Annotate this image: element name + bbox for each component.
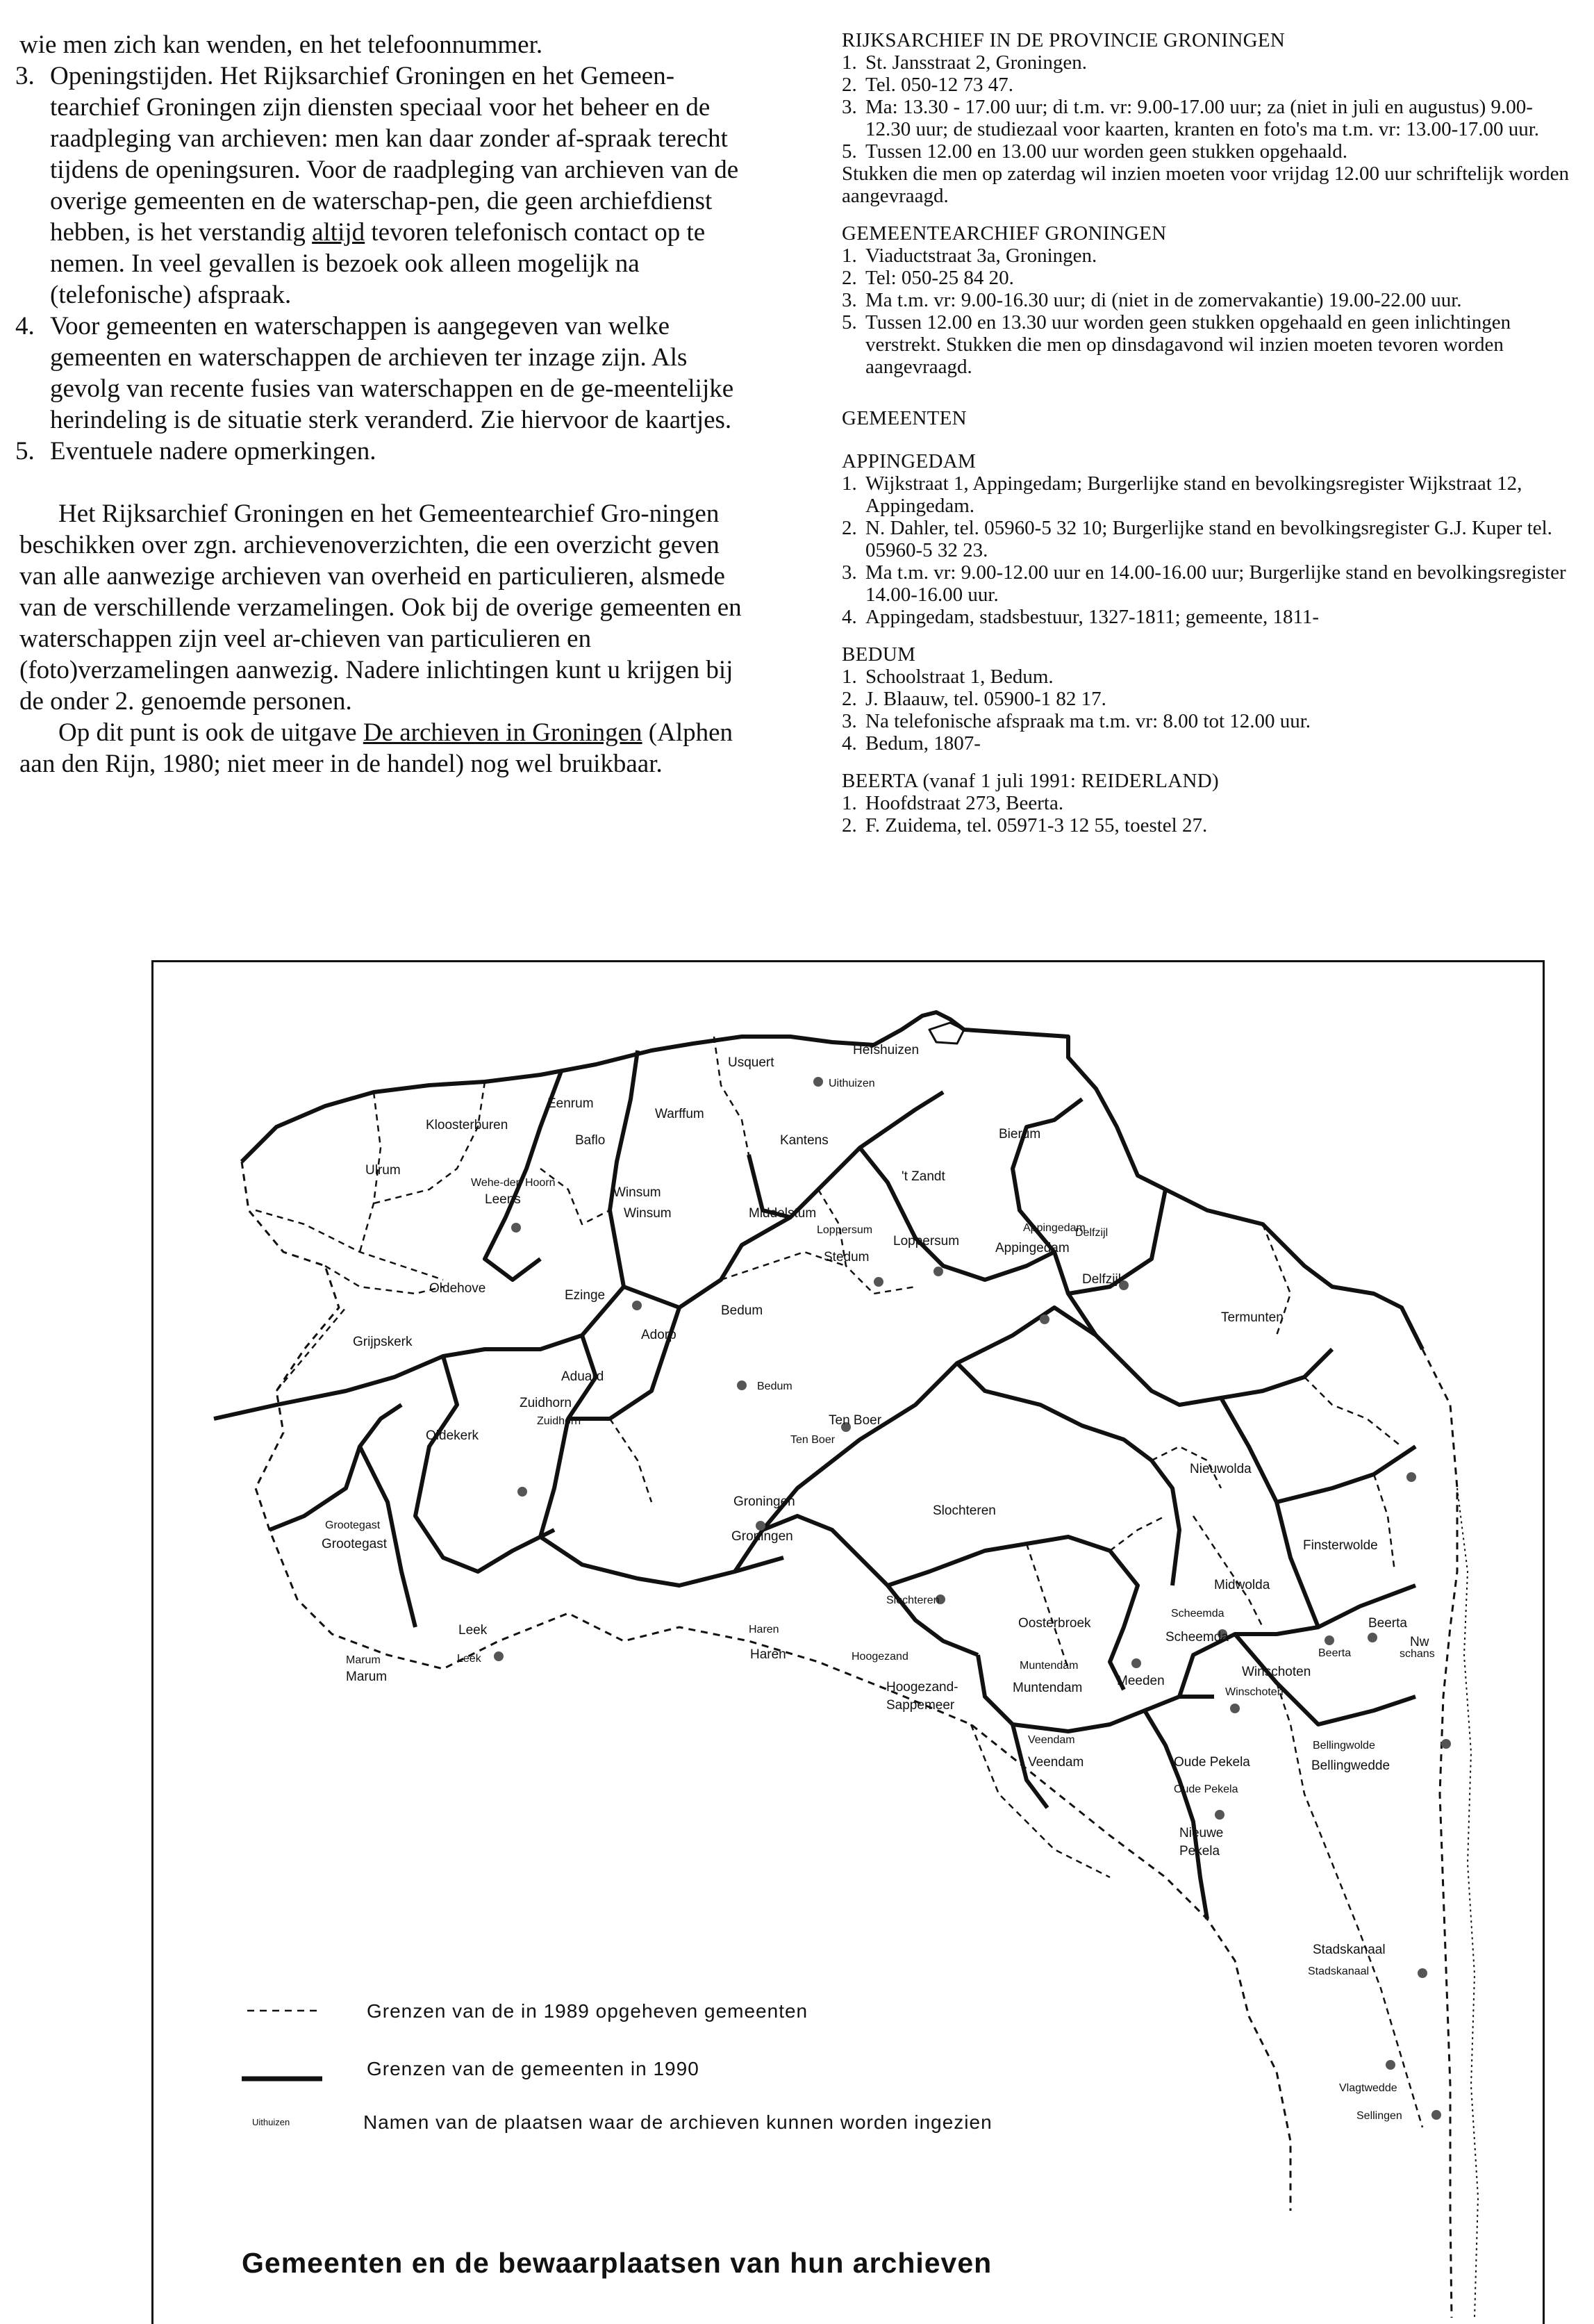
map-label: Grijpskerk — [353, 1335, 413, 1349]
underlined-title: De archieven in Groningen — [363, 718, 642, 747]
map-label: schans — [1400, 1648, 1435, 1660]
boundary-1990 — [1221, 1398, 1318, 1627]
map-label: Vlagtwedde — [1339, 2082, 1397, 2094]
map-label: Stedum — [824, 1250, 870, 1264]
map-label: Ulrum — [365, 1163, 401, 1178]
left-item-3: 3. Openingstijden. Het Rijksarchief Groningen en het Gemeen-tearchief Groningen zijn diensten speciaal voor het beheer en de raadpleging van archieven: men kan daar zonder af-spraak terecht tijdens de openingsuren. Voor de raadpleging van archieven van de overige gemeenten en de waterschap-pen, die geen archiefdienst hebben, is het verstandig altijd tevoren telefonisch contact op te nemen. In veel gevallen is bezoek ook alleen mogelijk na (telefonische) afspraak. — [15, 62, 739, 309]
map-label: Leek — [457, 1653, 481, 1665]
place-dot — [1325, 1635, 1334, 1645]
map-label: Adorp — [641, 1328, 676, 1342]
map-label: Loppersum — [817, 1224, 873, 1236]
legend-dashed-label: Grenzen van de in 1989 opgeheven gemeenten — [367, 2000, 808, 2022]
place-dot — [1386, 2060, 1395, 2070]
list-item: 2. Tel: 050-25 84 20. — [842, 267, 1014, 289]
section-title-bedum: BEDUM — [842, 643, 916, 666]
boundary-1989 — [1304, 1377, 1402, 1447]
place-dot — [1431, 2110, 1441, 2120]
province-outline-south — [1422, 1349, 1457, 2318]
boundary-1989 — [276, 1308, 346, 1391]
list-item: 1. Viaductstraat 3a, Groningen. — [842, 245, 1097, 267]
list-item: 2. J. Blaauw, tel. 05900-1 82 17. — [842, 688, 1106, 710]
map-label: Marum — [346, 1654, 381, 1666]
map-label: Muntendam — [1013, 1681, 1083, 1695]
boundary-1990 — [763, 1308, 1096, 1530]
place-dot — [517, 1487, 527, 1497]
map-label: Stadskanaal — [1308, 1965, 1370, 1977]
boundary-1990 — [957, 1363, 1179, 1585]
map-label: Meeden — [1117, 1674, 1165, 1688]
map-label: Haren — [750, 1647, 786, 1662]
map-label: Scheemda — [1165, 1630, 1229, 1645]
underlined-word: altijd — [312, 218, 365, 247]
map-label: Nw — [1410, 1635, 1429, 1649]
boundary-1990 — [269, 1405, 401, 1530]
map-label: Groningen — [733, 1494, 795, 1509]
list-item: 2. F. Zuidema, tel. 05971-3 12 55, toestel 27. — [842, 814, 1208, 837]
map-label: Hoogezand — [852, 1651, 908, 1663]
place-dot — [1131, 1658, 1141, 1668]
map-label: Eenrum — [547, 1096, 594, 1111]
left-item-5: 5. Eventuele nadere opmerkingen. — [15, 437, 376, 465]
boundary-1990 — [568, 1308, 679, 1419]
map-label: 't Zandt — [902, 1169, 945, 1184]
map-label: Winsum — [613, 1185, 661, 1200]
map-label: Oude Pekela — [1174, 1755, 1250, 1770]
boundary-1989 — [256, 1210, 443, 1280]
place-dot — [632, 1301, 642, 1310]
map-label: Zuidhorn — [537, 1415, 581, 1427]
place-dot — [511, 1223, 521, 1233]
list-item: 1. Schoolstraat 1, Bedum. — [842, 666, 1054, 688]
list-item: 1. Wijkstraat 1, Appingedam; Burgerlijke stand en bevolkingsregister Wijkstraat 12, Appingedam. — [842, 472, 1522, 517]
map-label: Hefshuizen — [853, 1043, 920, 1057]
boundary-1990 — [1277, 1447, 1415, 1502]
map-label: Usquert — [728, 1055, 774, 1070]
map-label: Stadskanaal — [1313, 1943, 1386, 1957]
list-item: 2. N. Dahler, tel. 05960-5 32 10; Burgerlijke stand en bevolkingsregister G.J. Kuper tel. 05960-5 32 23. — [842, 517, 1552, 561]
map-label: Grootegast — [322, 1537, 387, 1551]
section-title-rijksarchief: RIJKSARCHIEF IN DE PROVINCIE GRONINGEN — [842, 29, 1286, 51]
map-label: Bierum — [999, 1127, 1041, 1142]
map-label: Delfzijl — [1075, 1227, 1109, 1239]
province-outline — [242, 1012, 1422, 1349]
place-dot — [1040, 1315, 1049, 1324]
map-label: Middelstum — [749, 1206, 817, 1221]
map-label: Leek — [458, 1623, 488, 1638]
place-dot — [737, 1381, 747, 1390]
map-label: Uithuizen — [829, 1078, 875, 1089]
place-dot — [1406, 1472, 1416, 1482]
map-label: Appingedam — [995, 1241, 1070, 1255]
map-label: Marum — [346, 1670, 388, 1684]
list-item: 4. Appingedam, stadsbestuur, 1327-1811; gemeente, 1811- — [842, 606, 1320, 628]
map-label: Ten Boer — [829, 1413, 882, 1428]
map-label: Baflo — [575, 1133, 606, 1148]
section-title-beerta: BEERTA (vanaf 1 juli 1991: REIDERLAND) — [842, 770, 1219, 792]
place-dot — [1441, 1739, 1451, 1749]
list-item: 2. Tel. 050-12 73 47. — [842, 74, 1014, 96]
list-item: 3. Na telefonische afspraak ma t.m. vr: 8.00 tot 12.00 uur. — [842, 710, 1311, 732]
list-item: 4. Bedum, 1807- — [842, 732, 981, 755]
map-label: Oldekerk — [426, 1428, 479, 1443]
list-item: 3. Ma t.m. vr: 9.00-16.30 uur; di (niet in de zomervakantie) 19.00-22.00 uur. — [842, 289, 1462, 311]
map-label: Muntendam — [1020, 1660, 1079, 1672]
map-label: Zuidhorn — [520, 1396, 572, 1410]
map-label: Oosterbroek — [1018, 1616, 1091, 1631]
map-label: Nieuwolda — [1190, 1462, 1252, 1476]
map-label: Loppersum — [893, 1234, 960, 1248]
map-label: Beerta — [1318, 1647, 1352, 1659]
item-number: 5. — [15, 437, 35, 465]
boundary-1990 — [1145, 1711, 1207, 1919]
boundary-1990 — [610, 1050, 943, 1308]
map-label: Veendam — [1028, 1755, 1084, 1770]
map-label: Ten Boer — [790, 1434, 836, 1446]
boundary-1989 — [714, 1037, 749, 1155]
map-label: Oldehove — [429, 1281, 486, 1296]
legend-sample-label: Uithuizen — [252, 2117, 290, 2127]
map-label: Hoogezand- — [886, 1680, 958, 1695]
item-number: 3. — [15, 62, 35, 90]
map-label: Ezinge — [565, 1288, 606, 1303]
list-item: 1. Hoofdstraat 273, Beerta. — [842, 792, 1064, 814]
map-label: Bedum — [721, 1303, 763, 1318]
map-label: Sappemeer — [886, 1698, 955, 1713]
map-label: Termunten — [1221, 1310, 1284, 1325]
list-item: 3. Ma t.m. vr: 9.00-12.00 uur en 14.00-16.00 uur; Burgerlijke stand en bevolkingsregister 14.00-16.00 uur. — [842, 561, 1566, 606]
map-label: Haren — [749, 1624, 779, 1635]
left-paragraph-1: Het Rijksarchief Groningen en het Gemeentearchief Gro-ningen beschikken over zgn. archievenoverzichten, die een overzicht geven van alle aanwezige archieven van overheid en particulieren, alsmede van de verschillende verzamelingen. Ook bij de overige gemeenten en waterschappen zijn veel ar-chieven van particulieren en (foto)verzamelingen aanwezig. Nadere inlichtingen kunt u krijgen bij de onder 2. genoemde personen. — [19, 500, 742, 716]
place-dot — [813, 1077, 823, 1087]
map-label: Pekela — [1179, 1844, 1220, 1859]
legend-places-label: Namen van de plaatsen waar de archieven kunnen worden ingezien — [363, 2111, 993, 2133]
boundary-1989 — [1110, 1516, 1165, 1551]
boundary-1989 — [610, 1419, 651, 1502]
map-label: Wehe-den Hoorn — [471, 1177, 556, 1189]
boundary-1990 — [415, 1356, 554, 1572]
map-label: Winsum — [624, 1206, 672, 1221]
boundary-1989 — [325, 1266, 443, 1294]
right-column — [842, 29, 1578, 837]
groningen-municipality-map — [151, 960, 1541, 2318]
map-label: Appingedam — [1023, 1222, 1086, 1234]
left-column — [15, 29, 756, 780]
section-title-appingedam: APPINGEDAM — [842, 450, 977, 472]
map-label: Bedum — [757, 1381, 792, 1392]
place-dot — [1215, 1810, 1224, 1820]
list-item: 1. St. Jansstraat 2, Groningen. — [842, 51, 1087, 74]
place-dot — [1230, 1704, 1240, 1713]
map-label: Warffum — [655, 1107, 704, 1121]
map-label: Slochteren — [933, 1503, 996, 1518]
map-label: Oude Pekela — [1174, 1783, 1238, 1795]
map-label: Groningen — [731, 1529, 793, 1544]
boundary-1990 — [888, 1537, 1138, 1690]
section-title-gemeenten: GEMEENTEN — [842, 407, 967, 429]
boundary-1990 — [1124, 1349, 1332, 1405]
section-title-gemeentearchief: GEMEENTEARCHIEF GRONINGEN — [842, 222, 1167, 245]
map-label: Grootegast — [325, 1519, 381, 1531]
list-item: 5. Tussen 12.00 en 13.30 uur worden geen stukken opgehaald en geen inlichtingen verstrekt. Stukken die men op dinsdagavond wil inzien moeten tevoren worden aangevraagd. — [842, 311, 1511, 378]
place-dot — [874, 1277, 883, 1287]
map-label: Delfzijl — [1082, 1272, 1121, 1287]
map-label: Beerta — [1368, 1616, 1407, 1631]
map-label: Slochteren — [886, 1594, 940, 1606]
list-item: 5. Tussen 12.00 en 13.00 uur worden geen stukken opgehaald. — [842, 140, 1348, 163]
map-label: Kantens — [780, 1133, 829, 1148]
boundary-1989 — [1374, 1474, 1395, 1572]
map-label: Finsterwolde — [1303, 1538, 1378, 1553]
item-number: 4. — [15, 312, 35, 340]
map-caption: Gemeenten en de bewaarplaatsen van hun archieven — [242, 2247, 993, 2279]
place-dot — [1368, 1633, 1377, 1642]
rijksarchief-note: Stukken die men op zaterdag wil inzien moeten voor vrijdag 12.00 uur schriftelijk worden aangevraagd. — [842, 163, 1569, 207]
place-dot — [1418, 1968, 1427, 1978]
map-label: Bellingwolde — [1313, 1740, 1375, 1752]
map-label: Midwolda — [1214, 1578, 1270, 1592]
legend-solid-label: Grenzen van de gemeenten in 1990 — [367, 2058, 699, 2079]
map-label: Nieuwe — [1179, 1826, 1224, 1840]
map-label: Aduard — [561, 1369, 604, 1384]
place-dot — [494, 1651, 504, 1661]
place-dot — [933, 1267, 943, 1276]
boundary-1990 — [860, 1148, 1124, 1363]
map-label: Bellingwedde — [1311, 1758, 1390, 1773]
map-label: Winschoten — [1242, 1665, 1311, 1679]
boundary-1989 — [374, 1082, 485, 1203]
map-label: Sellingen — [1356, 2110, 1402, 2122]
map-label: Winschoten — [1225, 1686, 1284, 1698]
left-paragraph-2: Op dit punt is ook de uitgave De archieven in Groningen (Alphen aan den Rijn, 1980; niet meer in de handel) nog wel bruikbaar. — [19, 718, 733, 778]
list-item: 3. Ma: 13.30 - 17.00 uur; di t.m. vr: 9.00-17.00 uur; za (niet in juli en augustus) 9.00-12.30 uur; de studiezaal voor kaarten, kranten en foto's ma t.m. vr: 13.00-17.00 uur. — [842, 96, 1540, 140]
map-label: Veendam — [1028, 1734, 1075, 1746]
left-line-0: wie men zich kan wenden, en het telefoonnummer. — [19, 31, 543, 59]
left-item-4: 4. Voor gemeenten en waterschappen is aangegeven van welke gemeenten en waterschappen de archieven ter inzage zijn. Als gevolg van recente fusies van waterschappen en de ge-meentelijke herindeling is de situatie sterk veranderd. Zie hiervoor de kaartjes. — [15, 312, 734, 434]
map-label: Leens — [485, 1192, 521, 1207]
national-border — [1457, 1488, 1478, 2318]
map-label: Scheemda — [1171, 1608, 1224, 1620]
boundary-1989 — [1027, 1544, 1068, 1669]
map-label: Kloosterburen — [426, 1118, 508, 1132]
